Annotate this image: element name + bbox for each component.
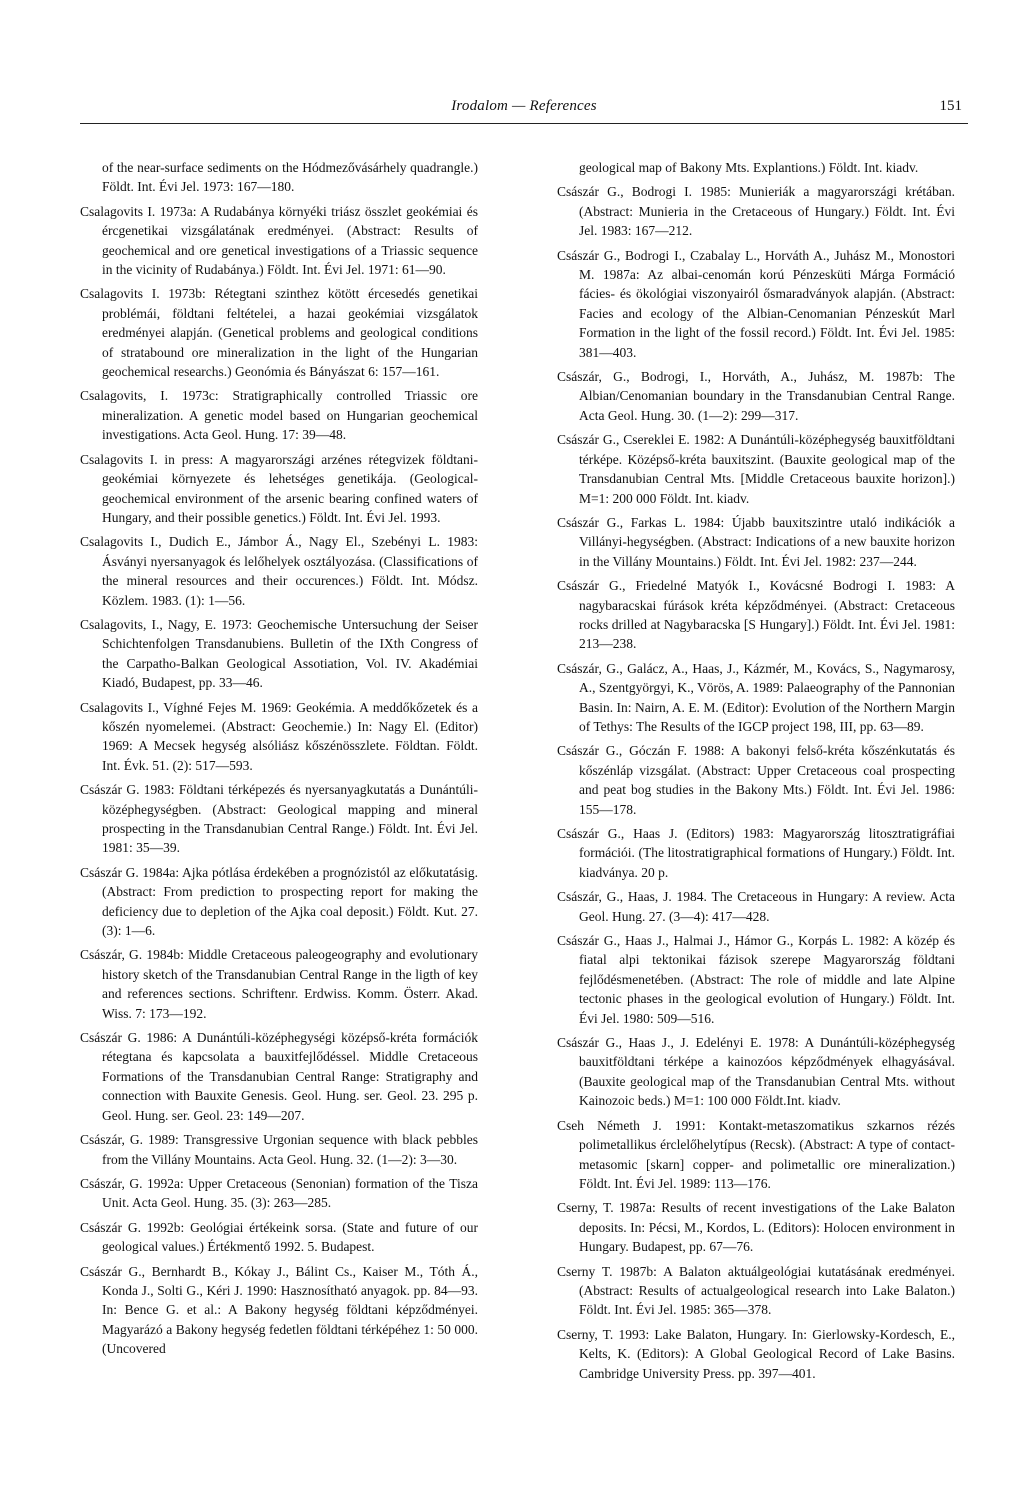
reference-entry: Császár G., Haas J. (Editors) 1983: Magyarország litosztratigráfiai formációi. (The litostratigraphical formations of Hungary.) Földt. Int. kiadványa. 20 p.: [557, 826, 955, 880]
reference-entry: Császár G. 1984a: Ajka pótlása érdekében a prognózistól az előkutatásig. (Abstract: From prediction to prospecting report for making the deficiency due to depletion of the Ajka coal deposit.) Földt. Kut. 27. (3): 1—6.: [80, 864, 478, 939]
reference-entry: Császár, G., Galácz, A., Haas, J., Kázmér, M., Kovács, S., Nagymarosy, A., Szentgyörgyi, K., Vörös, A. 1989: Palaeography of the Pannonian Basin. In: Nairn, A. E. M. (Editor): Evolution of the Northern Margin of Tethys: The Results of the IGCP project 198, III, pp. 63—89.: [557, 660, 955, 734]
reference-entry: Cserny, T. 1993: Lake Balaton, Hungary. In: Gierlowsky-Kordesch, E., Kelts, K. (Editors): A Global Geological Record of Lake Basins. Cambridge University Press. pp. 397—401.: [557, 1326, 955, 1381]
reference-entry: Császár, G. 1992a: Upper Cretaceous (Senonian) formation of the Tisza Unit. Acta Geol. Hung. 35. (3): 263—285.: [80, 1175, 478, 1211]
reference-entry: Csalagovits, I., Nagy, E. 1973: Geochemische Untersuchung der Seiser Schichtenfolgen Transdanubiens. Bulletin of the IXth Congress of the Carpatho-Balkan Geological Assotiation, Vol. IV. Akadémiai Kiadó, Budapest, pp. 33—46.: [80, 616, 478, 691]
reference-entry: Csalagovits I. 1973b: Rétegtani szinthez kötött ércesedés genetikai problémái, földtani feltételei, a hazai geokémiai vizsgálatok eredményei alapján. (Genetical problems and geological conditions of stratabound ore mineralization in the light of the Hungarian geochemical researchs.) Geonómia és Bányászat 6: 157—161.: [80, 286, 478, 380]
reference-entry: Császár, G. 1989: Transgressive Urgonian sequence with black pebbles from the Villány Mountains. Acta Geol. Hung. 32. (1—2): 3—30.: [80, 1132, 478, 1167]
reference-entry: geological map of Bakony Mts. Explantions.) Földt. Int. kiadv.: [579, 160, 919, 175]
reference-entry: Csalagovits I. in press: A magyarországi arzénes rétegvizek földtani-geokémiai környezete és lehetséges genetikája. (Geological-geochemical environment of the arsenic bearing confined waters of Hungary, and their possible genetics.) Földt. Int. Évi Jel. 1993.: [80, 451, 478, 525]
reference-entry: Csalagovits I., Víghné Fejes M. 1969: Geokémia. A meddőkőzetek és a kőszén nyomelemei. (Abstract: Geochemie.) In: Nagy El. (Editor) 1969: A Mecsek hegység alsóliász kőszénösszlete. Földtan. Földt. Int. Évk. 51. (2): 517—593.: [80, 699, 478, 773]
reference-entry: Császár, G., Bodrogi, I., Horváth, A., Juhász, M. 1987b: The Albian/Cenomanian boundary in the Transdanubian Central Range. Acta Geol. Hung. 30. (1—2): 299—317.: [557, 369, 955, 423]
reference-entry: Császár G., Bodrogi I., Czabalay L., Horváth A., Juhász M., Monostori M. 1987a: Az albai-cenomán korú Pénzesküti Márga Formáció fácies- és ökológiai viszonyairól ősmaradványok alapján. (Abstract: Facies and ecology of the Albian-Cenomanian Pénzeskút Marl Formation in the light of the fossil record.) Földt. Int. Évi Jel. 1985: 381—403.: [557, 247, 955, 360]
reference-entry: Császár G., Csereklei E. 1982: A Dunántúli-középhegység bauxitföldtani térképe. Középső-kréta bauxitszint. (Bauxite geological map of the Transdanubian Central Mts. [Middle Cretaceous bauxite horizon].) M=1: 200 000 Földt. Int. kiadv.: [557, 432, 955, 506]
reference-entry: of the near-surface sediments on the Hódmezővásárhely quadrangle.) Földt. Int. Évi Jel. 1973: 167—180.: [102, 160, 478, 195]
reference-entry: Csalagovits I. 1973a: A Rudabánya környéki triász összlet geokémiai és ércgenetikai vizsgálatának eredményei. (Abstract: Results of geochemical and ore genetical investigations of a Triassic sequence in the vicinity of Rudabánya.) Földt. Int. Évi Jel. 1971: 61—90.: [80, 203, 478, 278]
reference-entry: Császár G., Bodrogi I. 1985: Munieriák a magyarországi krétában. (Abstract: Munieria in the Cretaceous of Hungary.) Földt. Int. Évi Jel. 1983: 167—212.: [557, 184, 955, 239]
running-title: Irodalom — References: [451, 98, 597, 114]
reference-entry: Cserny, T. 1987a: Results of recent investigations of the Lake Balaton deposits. In: Pécsi, M., Kordos, L. (Editors): Holocen environment in Hungary. Budapest, pp. 67—76.: [557, 1200, 955, 1255]
reference-entry: Császár G., Bernhardt B., Kókay J., Bálint Cs., Kaiser M., Tóth Á., Konda J., Solti G., Kéri J. 1990: Hasznosítható anyagok. pp. 84—93. In: Bence G. et al.: A Bakony hegység földtani képződményei. Magyarázó a Bakony hegység fedetlen földtani térképéhez 1: 50 000. (Uncovered: [80, 1263, 478, 1357]
reference-entry: Császár G. 1986: A Dunántúli-középhegységi középső-kréta formációk rétegtana és kapcsolata a bauxitfejlődéssel. Middle Cretaceous Formations of the Transdanubian Central Range: Stratigraphy and connection with Bauxite Genesis. Geol. Hung. ser. Geol. 23. 295 p. Geol. Hung. ser. Geol. 23: 149—207.: [80, 1030, 478, 1123]
reference-entry: Császár G., Haas J., Halmai J., Hámor G., Korpás L. 1982: A közép és fiatal alpi tektonikai fázisok szerepe Magyarország földtani fejlődésmenetében. (Abstract: The role of middle and late Alpine tectonic phases in the geological evolution of Hungary.) Földt. Int. Évi Jel. 1980: 509—516.: [557, 933, 955, 1026]
right-column: [557, 158, 955, 1388]
reference-entry: Császár, G., Haas, J. 1984. The Cretaceous in Hungary: A review. Acta Geol. Hung. 27. (3—4): 417—428.: [557, 889, 955, 924]
reference-entry: Császár G., Farkas L. 1984: Újabb bauxitszintre utaló indikációk a Villányi-hegységben. (Abstract: Indications of a new bauxite horizon in the Villány Mountains.) Földt. Int. Évi Jel. 1982: 237—244.: [557, 514, 955, 569]
reference-entry: Cseh Németh J. 1991: Kontakt-metaszomatikus szkarnos rézés polimetallikus érclelőhelytípus (Recsk). (Abstract: A type of contact-metasomic [skarn] copper- and polimetallic ore mineralization.) Földt. Int. Évi Jel. 1989: 113—176.: [557, 1117, 955, 1191]
reference-entry: Cserny T. 1987b: A Balaton aktuálgeológiai kutatásának eredményei. (Abstract: Results of actualgeological research into Lake Balaton.) Földt. Int. Évi Jel. 1985: 365—378.: [557, 1263, 955, 1318]
left-column: [80, 158, 478, 1364]
running-header: [80, 98, 968, 120]
reference-entry: Császár G., Haas J., J. Edelényi E. 1978: A Dunántúli-középhegység bauxitföldtani térképe a kainozóos képződmények elhagyásával. (Bauxite geological map of the Transdanubian Central Mts. without Kainozoic beds.) M=1: 100 000 Földt.Int. kiadv.: [557, 1035, 955, 1109]
reference-entry: Császár G., Góczán F. 1988: A bakonyi felső-kréta kőszénkutatás és kőszénláp vizsgálat. (Abstract: Upper Cretaceous coal prospecting and peat bog studies in the Bakony Mts.) Földt. Int. Évi Jel. 1986: 155—178.: [557, 743, 955, 817]
reference-entry: Császár G., Friedelné Matyók I., Kovácsné Bodrogi I. 1983: A nagybaracskai fúrások kréta képződményei. (Abstract: Cretaceous rocks drilled at Nagybaracska [S Hungary].) Földt. Int. Évi Jel. 1981: 213—238.: [557, 578, 955, 652]
reference-entry: Csalagovits, I. 1973c: Stratigraphically controlled Triassic ore mineralization. A genetic model based on Hungarian geochemical investigations. Acta Geol. Hung. 17: 39—48.: [80, 388, 478, 443]
reference-entry: Császár G. 1983: Földtani térképezés és nyersanyagkutatás a Dunántúli-középhegységben. (Abstract: Geological mapping and mineral prospecting in the Transdanubian Central Range.) Földt. Int. Évi Jel. 1981: 35—39.: [80, 782, 478, 856]
header-rule: [80, 123, 968, 124]
reference-entry: Csalagovits I., Dudich E., Jámbor Á., Nagy El., Szebényi L. 1983: Ásványi nyersanyagok és lelőhelyek osztályozása. (Classifications of the mineral resources and their occurences.) Földt. Int. Módsz. Közlem. 1983. (1): 1—56.: [80, 534, 478, 608]
page-number: 151: [939, 98, 962, 114]
reference-entry: Császár G. 1992b: Geológiai értékeink sorsa. (State and future of our geological values.) Értékmentő 1992. 5. Budapest.: [80, 1219, 478, 1255]
reference-entry: Császár, G. 1984b: Middle Cretaceous paleogeography and evolutionary history sketch of the Transdanubian Central Range in the ligth of key and references sections. Schriftenr. Erdwiss. Komm. Österr. Akad. Wiss. 7: 173—192.: [80, 947, 478, 1021]
